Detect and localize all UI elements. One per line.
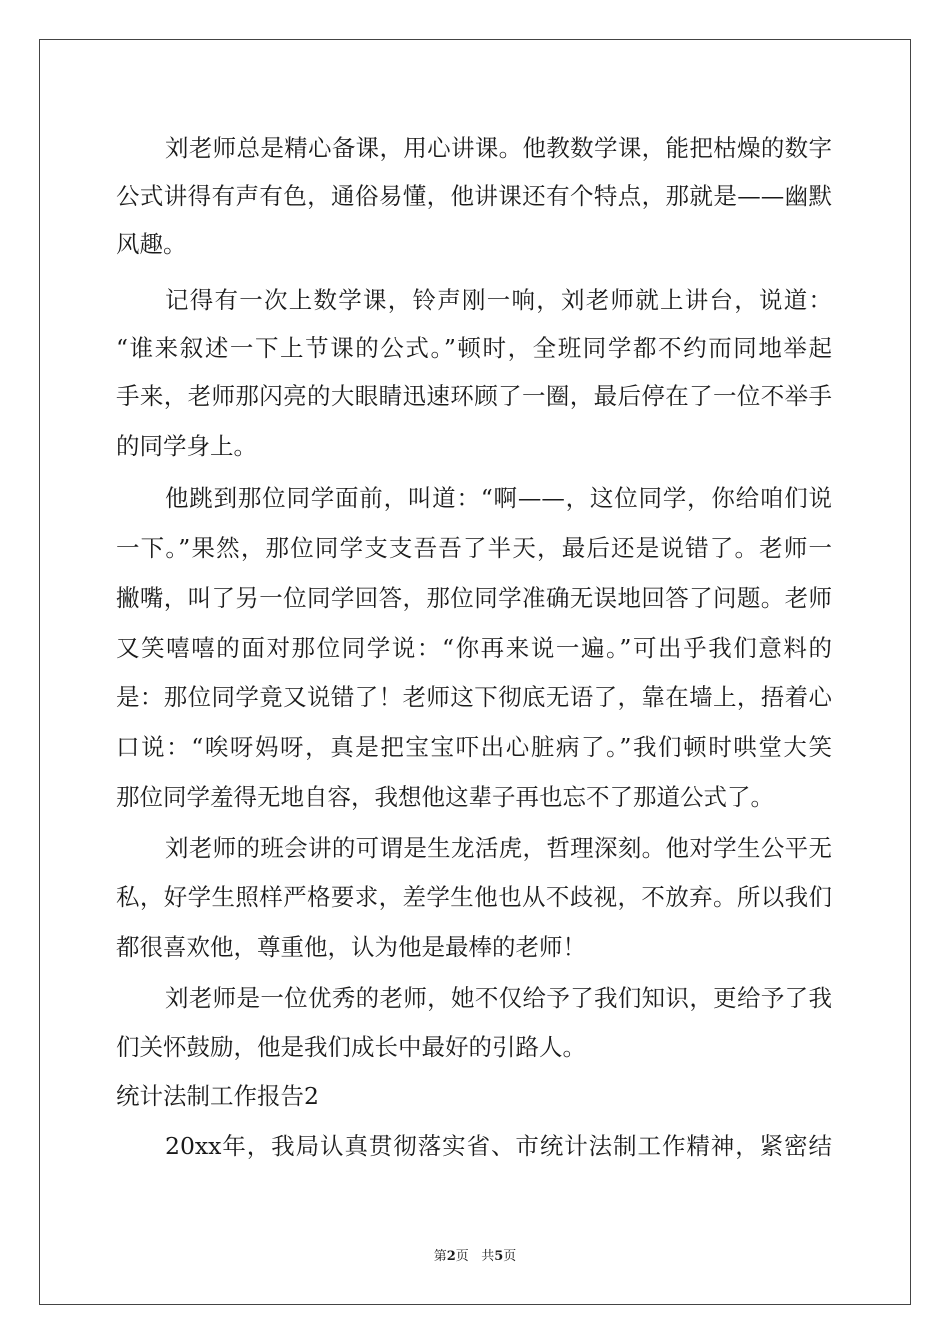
paragraph-line: 20xx年，我局认真贯彻落实省、市统计法制工作精神，紧密结: [165, 1132, 832, 1160]
paragraph-line: 风趣。: [116, 230, 187, 258]
section-heading: 统计法制工作报告2: [116, 1082, 319, 1110]
paragraph-line: 他跳到那位同学面前，叫道：“啊——，这位同学，你给咱们说: [165, 484, 832, 512]
page-number-prefix: 第: [433, 1249, 447, 1264]
paragraph-line: 刘老师是一位优秀的老师，她不仅给予了我们知识，更给予了我: [165, 984, 832, 1012]
page-number-current: 2: [446, 1249, 456, 1264]
paragraph-line: 是：那位同学竟又说错了！老师这下彻底无语了，靠在墙上，捂着心: [116, 683, 832, 711]
page-total-count: 5: [494, 1249, 504, 1264]
paragraph-line: 的同学身上。: [116, 432, 257, 460]
page-number-suffix: 页: [455, 1249, 469, 1264]
page-total-prefix: 共: [481, 1249, 495, 1264]
paragraph-line: 口说：“唉呀妈呀，真是把宝宝吓出心脏病了。”我们顿时哄堂大笑: [116, 733, 832, 761]
paragraph-line: 刘老师总是精心备课，用心讲课。他教数学课，能把枯燥的数字: [165, 134, 832, 162]
paragraph-line: 又笑嘻嘻的面对那位同学说：“你再来说一遍。”可出乎我们意料的: [116, 634, 832, 662]
paragraph-line: 都很喜欢他，尊重他，认为他是最棒的老师！: [116, 933, 586, 961]
page-footer: [0, 1248, 950, 1266]
paragraph-line: 公式讲得有声有色，通俗易懂，他讲课还有个特点，那就是——幽默: [116, 182, 832, 210]
paragraph-line: 手来，老师那闪亮的大眼睛迅速环顾了一圈，最后停在了一位不举手: [116, 382, 832, 410]
paragraph-line: 刘老师的班会讲的可谓是生龙活虎，哲理深刻。他对学生公平无: [165, 834, 832, 862]
paragraph-line: 私，好学生照样严格要求，差学生他也从不歧视，不放弃。所以我们: [116, 883, 832, 911]
paragraph-line: 记得有一次上数学课，铃声刚一响，刘老师就上讲台，说道：: [165, 286, 832, 314]
page-total-suffix: 页: [503, 1249, 517, 1264]
paragraph-line: 一下。”果然，那位同学支支吾吾了半天，最后还是说错了。老师一: [116, 534, 832, 562]
paragraph-line: 们关怀鼓励，他是我们成长中最好的引路人。: [116, 1033, 586, 1061]
paragraph-line: 撇嘴，叫了另一位同学回答，那位同学准确无误地回答了问题。老师: [116, 584, 832, 612]
paragraph-line: “谁来叙述一下上节课的公式。”顿时，全班同学都不约而同地举起: [116, 334, 832, 362]
paragraph-line: 那位同学羞得无地自容，我想他这辈子再也忘不了那道公式了。: [116, 783, 774, 811]
